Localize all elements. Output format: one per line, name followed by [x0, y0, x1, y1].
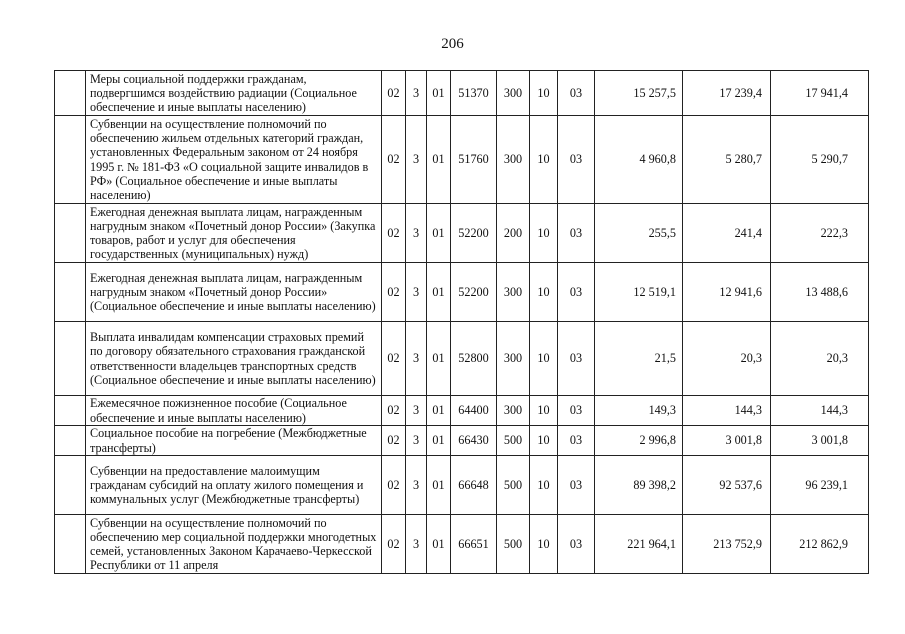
- row-description: Субвенции на осуществление полномочий по обеспечению жильем отдельных категорий граждан, установленных Федеральным законом от 24 ноября 1995 г. № 181-ФЗ «О социальной защите инвалидов в РФ» (Социальное обеспечение и иные выплаты населению): [86, 116, 382, 204]
- amount-year-1: 4 960,8: [595, 116, 683, 204]
- code-expense-type: 200: [497, 204, 530, 263]
- row-description: Ежемесячное пожизненное пособие (Социальное обеспечение и иные выплаты населению): [86, 396, 382, 426]
- code-subprogram: 01: [427, 116, 451, 204]
- row-marker-cell: [55, 116, 86, 204]
- code-subprogram: 01: [427, 71, 451, 116]
- code-subsection: 03: [558, 396, 595, 426]
- amount-year-1: 255,5: [595, 204, 683, 263]
- table-row: [55, 322, 869, 396]
- code-expense-type: 500: [497, 426, 530, 456]
- code-section: 10: [530, 263, 558, 322]
- amount-year-3: 13 488,6: [771, 263, 869, 322]
- code-direction: 52800: [451, 322, 497, 396]
- table-row: [55, 71, 869, 116]
- amount-year-3: 5 290,7: [771, 116, 869, 204]
- code-direction: 64400: [451, 396, 497, 426]
- amount-year-1: 12 519,1: [595, 263, 683, 322]
- code-subsection: 03: [558, 515, 595, 574]
- row-marker-cell: [55, 396, 86, 426]
- code-direction: 66430: [451, 426, 497, 456]
- table-row: [55, 456, 869, 515]
- code-expense-type: 500: [497, 515, 530, 574]
- code-ministry: 02: [382, 426, 406, 456]
- code-expense-type: 300: [497, 116, 530, 204]
- code-subsection: 03: [558, 116, 595, 204]
- amount-year-2: 5 280,7: [683, 116, 771, 204]
- code-direction: 52200: [451, 263, 497, 322]
- row-marker-cell: [55, 322, 86, 396]
- amount-year-1: 15 257,5: [595, 71, 683, 116]
- amount-year-1: 89 398,2: [595, 456, 683, 515]
- code-section: 10: [530, 456, 558, 515]
- code-expense-type: 300: [497, 71, 530, 116]
- amount-year-3: 222,3: [771, 204, 869, 263]
- code-ministry: 02: [382, 71, 406, 116]
- code-program: 3: [406, 456, 427, 515]
- code-subsection: 03: [558, 322, 595, 396]
- amount-year-2: 144,3: [683, 396, 771, 426]
- row-description: Субвенции на осуществление полномочий по обеспечению мер социальной поддержки многодетных семей, установленных Законом Карачаево-Черкесской Республики от 11 апреля: [86, 515, 382, 574]
- amount-year-3: 17 941,4: [771, 71, 869, 116]
- code-subprogram: 01: [427, 263, 451, 322]
- code-section: 10: [530, 396, 558, 426]
- amount-year-1: 149,3: [595, 396, 683, 426]
- code-subsection: 03: [558, 263, 595, 322]
- row-description: Меры социальной поддержки гражданам, подвергшимся воздействию радиации (Социальное обеспечение и иные выплаты населению): [86, 71, 382, 116]
- code-direction: 66648: [451, 456, 497, 515]
- code-expense-type: 500: [497, 456, 530, 515]
- code-program: 3: [406, 71, 427, 116]
- code-direction: 51760: [451, 116, 497, 204]
- amount-year-3: 3 001,8: [771, 426, 869, 456]
- code-subprogram: 01: [427, 396, 451, 426]
- amount-year-2: 12 941,6: [683, 263, 771, 322]
- code-expense-type: 300: [497, 322, 530, 396]
- table-row: [55, 515, 869, 574]
- code-subprogram: 01: [427, 204, 451, 263]
- code-section: 10: [530, 515, 558, 574]
- amount-year-3: 20,3: [771, 322, 869, 396]
- table-row: [55, 116, 869, 204]
- row-description: Ежегодная денежная выплата лицам, награжденным нагрудным знаком «Почетный донор России» (Социальное обеспечение и иные выплаты населению): [86, 263, 382, 322]
- code-ministry: 02: [382, 116, 406, 204]
- amount-year-3: 144,3: [771, 396, 869, 426]
- row-description: Ежегодная денежная выплата лицам, награжденным нагрудным знаком «Почетный донор России» (Закупка товаров, работ и услуг для обеспечения государственных (муниципальных) нужд): [86, 204, 382, 263]
- amount-year-2: 213 752,9: [683, 515, 771, 574]
- table-row: [55, 263, 869, 322]
- code-section: 10: [530, 204, 558, 263]
- code-direction: 52200: [451, 204, 497, 263]
- code-subprogram: 01: [427, 322, 451, 396]
- amount-year-1: 221 964,1: [595, 515, 683, 574]
- page-number: 206: [441, 36, 464, 52]
- row-marker-cell: [55, 263, 86, 322]
- amount-year-1: 21,5: [595, 322, 683, 396]
- table-row: [55, 396, 869, 426]
- code-subsection: 03: [558, 426, 595, 456]
- code-direction: 51370: [451, 71, 497, 116]
- row-marker-cell: [55, 456, 86, 515]
- code-ministry: 02: [382, 515, 406, 574]
- code-ministry: 02: [382, 322, 406, 396]
- code-section: 10: [530, 116, 558, 204]
- code-program: 3: [406, 263, 427, 322]
- code-program: 3: [406, 204, 427, 263]
- row-marker-cell: [55, 71, 86, 116]
- row-description: Социальное пособие на погребение (Межбюджетные трансферты): [86, 426, 382, 456]
- code-program: 3: [406, 116, 427, 204]
- code-section: 10: [530, 322, 558, 396]
- amount-year-2: 241,4: [683, 204, 771, 263]
- code-subprogram: 01: [427, 456, 451, 515]
- table-row: [55, 426, 869, 456]
- row-marker-cell: [55, 204, 86, 263]
- code-subprogram: 01: [427, 426, 451, 456]
- code-section: 10: [530, 71, 558, 116]
- amount-year-2: 20,3: [683, 322, 771, 396]
- code-direction: 66651: [451, 515, 497, 574]
- amount-year-1: 2 996,8: [595, 426, 683, 456]
- row-marker-cell: [55, 426, 86, 456]
- code-subsection: 03: [558, 456, 595, 515]
- code-section: 10: [530, 426, 558, 456]
- code-subsection: 03: [558, 71, 595, 116]
- code-subsection: 03: [558, 204, 595, 263]
- amount-year-2: 92 537,6: [683, 456, 771, 515]
- code-ministry: 02: [382, 456, 406, 515]
- table-row: [55, 204, 869, 263]
- code-program: 3: [406, 515, 427, 574]
- amount-year-3: 96 239,1: [771, 456, 869, 515]
- code-subprogram: 01: [427, 515, 451, 574]
- row-description: Выплата инвалидам компенсации страховых премий по договору обязательного страхования гражданской ответственности владельцев транспортных средств (Социальное обеспечение и иные выплаты населению): [86, 322, 382, 396]
- code-expense-type: 300: [497, 396, 530, 426]
- code-ministry: 02: [382, 263, 406, 322]
- row-marker-cell: [55, 515, 86, 574]
- code-program: 3: [406, 396, 427, 426]
- code-program: 3: [406, 322, 427, 396]
- amount-year-3: 212 862,9: [771, 515, 869, 574]
- amount-year-2: 17 239,4: [683, 71, 771, 116]
- code-ministry: 02: [382, 204, 406, 263]
- amount-year-2: 3 001,8: [683, 426, 771, 456]
- code-expense-type: 300: [497, 263, 530, 322]
- budget-table: [54, 70, 869, 574]
- code-program: 3: [406, 426, 427, 456]
- row-description: Субвенции на предоставление малоимущим гражданам субсидий на оплату жилого помещения и коммунальных услуг (Межбюджетные трансферты): [86, 456, 382, 515]
- code-ministry: 02: [382, 396, 406, 426]
